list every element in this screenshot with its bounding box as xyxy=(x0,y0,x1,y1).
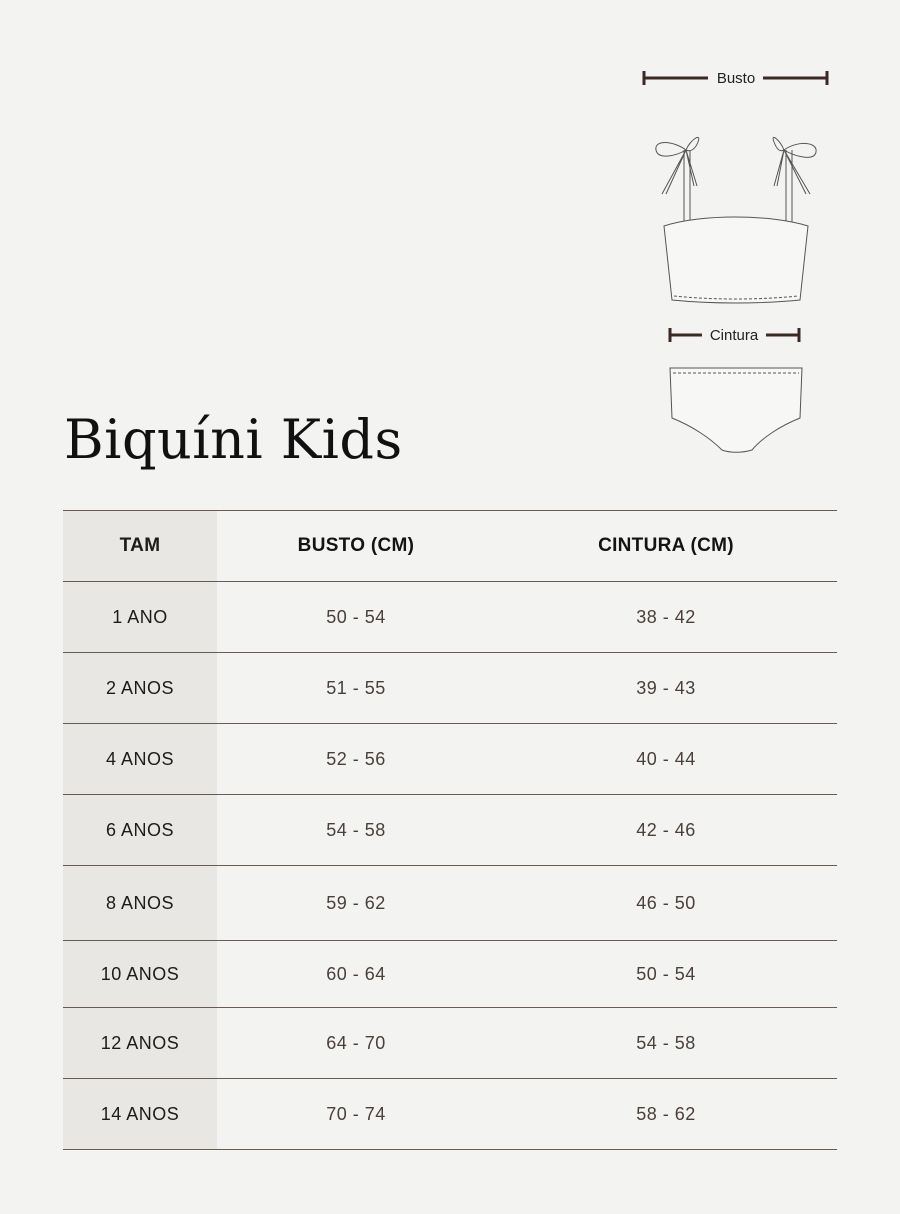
waist-cell: 54 - 58 xyxy=(495,1008,837,1079)
bust-cell: 64 - 70 xyxy=(217,1008,495,1079)
bust-cell: 50 - 54 xyxy=(217,582,495,653)
bikini-bottom-drawing xyxy=(670,368,802,452)
size-cell: 4 ANOS xyxy=(63,724,217,795)
bust-measure-label: Busto xyxy=(716,70,756,87)
size-cell: 6 ANOS xyxy=(63,795,217,866)
bikini-illustration xyxy=(630,60,845,460)
header-waist: CINTURA (CM) xyxy=(495,511,837,582)
bust-cell: 52 - 56 xyxy=(217,724,495,795)
table-row xyxy=(63,941,837,1008)
table-header-row xyxy=(63,511,837,582)
bikini-top-drawing xyxy=(656,137,816,303)
bust-cell: 51 - 55 xyxy=(217,653,495,724)
table-row xyxy=(63,795,837,866)
size-cell: 1 ANO xyxy=(63,582,217,653)
table-row xyxy=(63,866,837,941)
waist-measure-label: Cintura xyxy=(709,327,759,344)
bust-cell: 60 - 64 xyxy=(217,941,495,1008)
waist-cell: 39 - 43 xyxy=(495,653,837,724)
header-bust: BUSTO (CM) xyxy=(217,511,495,582)
waist-cell: 38 - 42 xyxy=(495,582,837,653)
table-row xyxy=(63,582,837,653)
table-row xyxy=(63,653,837,724)
size-cell: 2 ANOS xyxy=(63,653,217,724)
waist-cell: 42 - 46 xyxy=(495,795,837,866)
bust-cell: 54 - 58 xyxy=(217,795,495,866)
page-title: Biquíni Kids xyxy=(64,408,403,471)
waist-cell: 46 - 50 xyxy=(495,866,837,941)
table-row xyxy=(63,1008,837,1079)
table-row xyxy=(63,1079,837,1150)
size-cell: 8 ANOS xyxy=(63,866,217,941)
size-chart-table xyxy=(63,510,837,1150)
table-row xyxy=(63,724,837,795)
waist-cell: 50 - 54 xyxy=(495,941,837,1008)
header-size: TAM xyxy=(63,511,217,582)
bust-cell: 70 - 74 xyxy=(217,1079,495,1150)
size-cell: 12 ANOS xyxy=(63,1008,217,1079)
waist-cell: 40 - 44 xyxy=(495,724,837,795)
size-cell: 10 ANOS xyxy=(63,941,217,1008)
waist-cell: 58 - 62 xyxy=(495,1079,837,1150)
bust-cell: 59 - 62 xyxy=(217,866,495,941)
size-cell: 14 ANOS xyxy=(63,1079,217,1150)
